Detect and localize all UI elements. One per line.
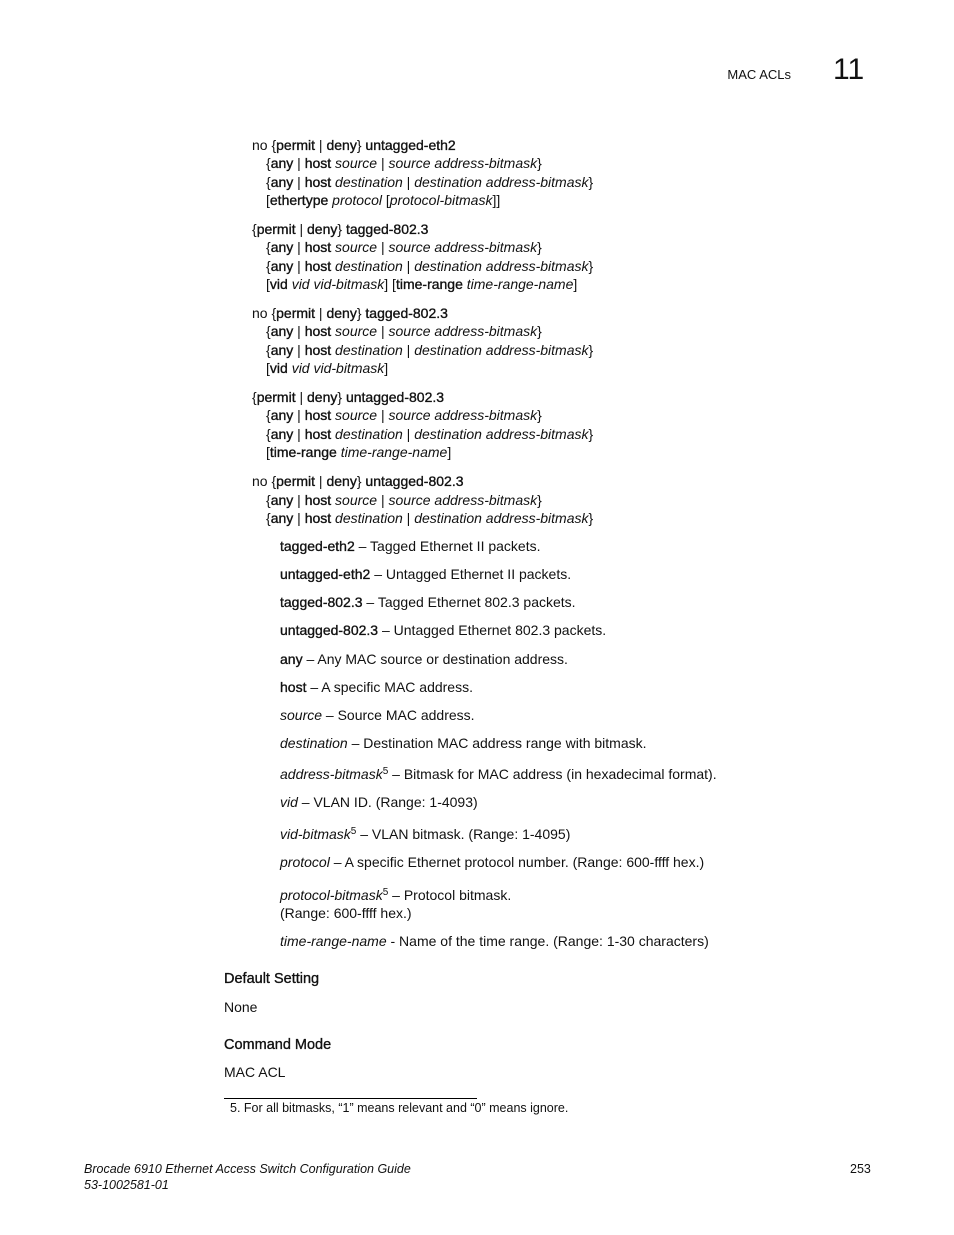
syntax-line bbox=[252, 304, 448, 322]
text-run: permit bbox=[256, 389, 296, 405]
text-run: time-range-name bbox=[466, 276, 574, 292]
text-run: destination address-bitmask bbox=[414, 258, 589, 274]
text-run: destination bbox=[335, 174, 403, 190]
text-run: any bbox=[270, 239, 294, 255]
text-run: { bbox=[266, 492, 271, 508]
text-run: } bbox=[356, 473, 366, 489]
text-run: deny bbox=[326, 137, 357, 153]
text-run: time-range bbox=[269, 444, 337, 460]
footnote-ref: 5 bbox=[382, 766, 389, 777]
text-run: | bbox=[293, 426, 305, 442]
syntax-line bbox=[252, 136, 456, 154]
text-run: | bbox=[293, 492, 305, 508]
text-run: any bbox=[270, 492, 294, 508]
text-run: } bbox=[356, 137, 366, 153]
syntax-line bbox=[266, 491, 542, 509]
text-run: source bbox=[335, 155, 378, 171]
text-run: source bbox=[335, 407, 378, 423]
text-run: source address-bitmask bbox=[388, 492, 538, 508]
text-run: any bbox=[270, 258, 294, 274]
text-run: – Any MAC source or destination address. bbox=[302, 651, 568, 667]
text-run: | bbox=[377, 407, 389, 423]
text-run: [ bbox=[266, 444, 270, 460]
text-run: [ bbox=[266, 360, 270, 376]
text-run: source address-bitmask bbox=[388, 155, 538, 171]
text-run: no { bbox=[252, 473, 277, 489]
text-run: | bbox=[293, 258, 305, 274]
text-run: any bbox=[280, 651, 303, 667]
text-run: host bbox=[304, 492, 332, 508]
text-run: untagged-802.3 bbox=[345, 389, 445, 405]
text-run: ] [ bbox=[384, 276, 396, 292]
text-run: } bbox=[337, 221, 346, 237]
parameter-item bbox=[280, 734, 647, 752]
text-run: { bbox=[266, 155, 271, 171]
text-run: ]] bbox=[492, 192, 501, 208]
text-run: – A specific MAC address. bbox=[306, 679, 473, 695]
text-run: { bbox=[266, 407, 271, 423]
syntax-line bbox=[266, 341, 593, 359]
text-run: – Protocol bitmask. bbox=[388, 887, 512, 903]
text-run: tagged-802.3 bbox=[280, 594, 363, 610]
text-run: } bbox=[356, 305, 366, 321]
text-run: – Tagged Ethernet 802.3 packets. bbox=[362, 594, 576, 610]
text-run: time-range bbox=[395, 276, 463, 292]
text-run: deny bbox=[307, 389, 338, 405]
text-run: | bbox=[315, 305, 327, 321]
syntax-line bbox=[252, 220, 428, 238]
text-run: any bbox=[270, 342, 294, 358]
text-run: protocol-bitmask bbox=[389, 192, 493, 208]
text-run: protocol bbox=[280, 854, 330, 870]
syntax-line bbox=[266, 191, 500, 209]
text-run: } bbox=[537, 323, 542, 339]
text-run: time-range-name bbox=[280, 933, 387, 949]
parameter-item bbox=[280, 593, 576, 611]
text-run: source address-bitmask bbox=[388, 323, 538, 339]
syntax-line bbox=[266, 275, 577, 293]
text-run: host bbox=[304, 239, 332, 255]
text-run: destination bbox=[335, 426, 403, 442]
text-run: no { bbox=[252, 137, 277, 153]
text-run: – Destination MAC address range with bitmask. bbox=[347, 735, 647, 751]
text-run: tagged-eth2 bbox=[280, 538, 355, 554]
text-run: tagged-802.3 bbox=[345, 221, 429, 237]
text-run: no { bbox=[252, 305, 277, 321]
text-run: | bbox=[293, 174, 305, 190]
text-run: any bbox=[270, 426, 294, 442]
text-run: | bbox=[377, 155, 389, 171]
text-run: deny bbox=[307, 221, 338, 237]
chapter-number: 11 bbox=[833, 53, 865, 86]
parameter-item bbox=[280, 853, 704, 871]
text-run: } bbox=[588, 342, 594, 358]
page-number: 253 bbox=[850, 1162, 871, 1176]
text-run: protocol-bitmask bbox=[280, 887, 383, 903]
text-run: source bbox=[335, 492, 378, 508]
text-run: | bbox=[293, 407, 305, 423]
text-run: | bbox=[295, 389, 308, 405]
text-run: { bbox=[266, 258, 271, 274]
text-run: host bbox=[304, 323, 332, 339]
text-run: host bbox=[304, 407, 332, 423]
text-run: destination address-bitmask bbox=[414, 426, 589, 442]
footer-title: Brocade 6910 Ethernet Access Switch Configuration Guide bbox=[84, 1162, 411, 1176]
text-run: untagged-802.3 bbox=[280, 622, 379, 638]
text-run: } bbox=[588, 258, 594, 274]
footnote-rule bbox=[224, 1098, 477, 1099]
text-run: | bbox=[402, 342, 415, 358]
text-run: untagged-eth2 bbox=[365, 137, 456, 153]
footer-doc-number: 53-1002581-01 bbox=[84, 1178, 169, 1192]
text-run: deny bbox=[326, 305, 357, 321]
text-run: – Untagged Ethernet 802.3 packets. bbox=[378, 622, 607, 638]
text-run: destination bbox=[280, 735, 348, 751]
text-run: | bbox=[293, 239, 305, 255]
footnote: 5. For all bitmasks, “1” means relevant and “0” means ignore. bbox=[230, 1101, 569, 1115]
parameter-item bbox=[280, 932, 709, 950]
text-run: host bbox=[304, 174, 332, 190]
text-run: vid vid-bitmask bbox=[291, 360, 385, 376]
syntax-line bbox=[266, 257, 593, 275]
text-run: } bbox=[537, 155, 542, 171]
text-run: vid vid-bitmask bbox=[291, 276, 385, 292]
syntax-line bbox=[266, 443, 451, 461]
text-run: host bbox=[304, 155, 332, 171]
text-run: protocol bbox=[332, 192, 382, 208]
text-run: source bbox=[335, 239, 378, 255]
text-run: – Bitmask for MAC address (in hexadecimal format). bbox=[388, 766, 717, 782]
text-run: } bbox=[537, 239, 542, 255]
text-run: { bbox=[252, 221, 257, 237]
text-run: vid bbox=[280, 794, 298, 810]
text-run: destination address-bitmask bbox=[414, 510, 589, 526]
text-run: [ bbox=[266, 192, 270, 208]
text-run: | bbox=[293, 323, 305, 339]
parameter-item bbox=[280, 621, 606, 639]
text-run: | bbox=[315, 473, 327, 489]
command-mode-value: MAC ACL bbox=[224, 1064, 286, 1080]
text-run: host bbox=[304, 342, 332, 358]
text-run: any bbox=[270, 174, 294, 190]
text-run: time-range-name bbox=[340, 444, 448, 460]
parameter-item bbox=[280, 904, 412, 922]
text-run: ethertype bbox=[269, 192, 329, 208]
text-run: source bbox=[335, 323, 378, 339]
text-run: – VLAN ID. (Range: 1-4093) bbox=[297, 794, 478, 810]
footnote-ref: 5 bbox=[350, 826, 357, 837]
text-run: } bbox=[588, 510, 594, 526]
text-run: destination address-bitmask bbox=[414, 174, 589, 190]
text-run: permit bbox=[276, 305, 316, 321]
text-run: any bbox=[270, 510, 294, 526]
syntax-line bbox=[252, 472, 464, 490]
text-run: } bbox=[537, 407, 542, 423]
text-run: | bbox=[377, 239, 389, 255]
parameter-item bbox=[280, 678, 473, 696]
text-run: { bbox=[266, 426, 271, 442]
text-run: | bbox=[293, 510, 305, 526]
text-run: | bbox=[315, 137, 327, 153]
text-run: [ bbox=[381, 192, 390, 208]
parameter-item bbox=[280, 537, 541, 555]
text-run: address-bitmask bbox=[280, 766, 383, 782]
syntax-line bbox=[266, 238, 542, 256]
text-run: untagged-eth2 bbox=[280, 566, 371, 582]
text-run: permit bbox=[276, 137, 316, 153]
text-run: – Tagged Ethernet II packets. bbox=[354, 538, 541, 554]
text-run: source bbox=[280, 707, 323, 723]
text-run: destination bbox=[335, 258, 403, 274]
text-run: { bbox=[266, 239, 271, 255]
parameter-item bbox=[280, 650, 568, 668]
text-run: { bbox=[252, 389, 257, 405]
syntax-line bbox=[266, 406, 542, 424]
text-run: | bbox=[402, 510, 415, 526]
text-run: permit bbox=[276, 473, 316, 489]
text-run: vid bbox=[269, 360, 288, 376]
text-run: vid bbox=[269, 276, 288, 292]
parameter-item bbox=[280, 793, 478, 811]
text-run: host bbox=[304, 510, 332, 526]
text-run: } bbox=[588, 426, 594, 442]
text-run: ] bbox=[447, 444, 452, 460]
parameter-item bbox=[280, 565, 571, 583]
text-run: – Untagged Ethernet II packets. bbox=[370, 566, 572, 582]
text-run: { bbox=[266, 510, 271, 526]
syntax-line bbox=[266, 359, 388, 377]
parameter-item bbox=[280, 765, 717, 783]
text-run: | bbox=[402, 174, 415, 190]
command-mode-heading: Command Mode bbox=[224, 1037, 332, 1053]
text-run: | bbox=[402, 258, 415, 274]
text-run: permit bbox=[256, 221, 296, 237]
text-run: destination address-bitmask bbox=[414, 342, 589, 358]
text-run: } bbox=[337, 389, 346, 405]
text-run: | bbox=[293, 155, 305, 171]
text-run: | bbox=[402, 426, 415, 442]
text-run: | bbox=[377, 492, 389, 508]
text-run: - Name of the time range. (Range: 1-30 characters) bbox=[386, 933, 709, 949]
section-title: MAC ACLs bbox=[727, 67, 791, 82]
syntax-line bbox=[266, 425, 593, 443]
text-run: – VLAN bitmask. (Range: 1-4095) bbox=[356, 826, 571, 842]
text-run: vid-bitmask bbox=[280, 826, 351, 842]
text-run: host bbox=[304, 426, 332, 442]
text-run: untagged-802.3 bbox=[365, 473, 464, 489]
syntax-line bbox=[266, 322, 542, 340]
text-run: | bbox=[295, 221, 308, 237]
text-run: [ bbox=[266, 276, 270, 292]
text-run: destination bbox=[335, 510, 403, 526]
syntax-line bbox=[266, 154, 542, 172]
text-run: tagged-802.3 bbox=[365, 305, 448, 321]
parameter-item bbox=[280, 706, 475, 724]
text-run: host bbox=[280, 679, 307, 695]
syntax-line bbox=[266, 173, 593, 191]
footnote-ref: 5 bbox=[382, 887, 389, 898]
text-run: – Source MAC address. bbox=[322, 707, 475, 723]
text-run: { bbox=[266, 174, 271, 190]
text-run: ] bbox=[384, 360, 389, 376]
syntax-line bbox=[266, 509, 593, 527]
text-run: { bbox=[266, 323, 271, 339]
syntax-line bbox=[252, 388, 444, 406]
text-run: any bbox=[270, 323, 294, 339]
text-run: any bbox=[270, 407, 294, 423]
text-run: | bbox=[293, 342, 305, 358]
text-run: – A specific Ethernet protocol number. (Range: 600-ffff hex.) bbox=[329, 854, 705, 870]
text-run: source address-bitmask bbox=[388, 239, 538, 255]
default-setting-heading: Default Setting bbox=[224, 971, 320, 987]
default-setting-value: None bbox=[224, 999, 258, 1015]
parameter-item bbox=[280, 886, 511, 904]
parameter-item bbox=[280, 825, 570, 843]
text-run: { bbox=[266, 342, 271, 358]
text-run: destination bbox=[335, 342, 403, 358]
text-run: | bbox=[377, 323, 389, 339]
text-run: any bbox=[270, 155, 294, 171]
text-run: host bbox=[304, 258, 332, 274]
text-run: (Range: 600-ffff hex.) bbox=[280, 905, 412, 921]
text-run: deny bbox=[326, 473, 357, 489]
text-run: source address-bitmask bbox=[388, 407, 538, 423]
text-run: } bbox=[588, 174, 594, 190]
text-run: ] bbox=[573, 276, 578, 292]
text-run: } bbox=[537, 492, 542, 508]
